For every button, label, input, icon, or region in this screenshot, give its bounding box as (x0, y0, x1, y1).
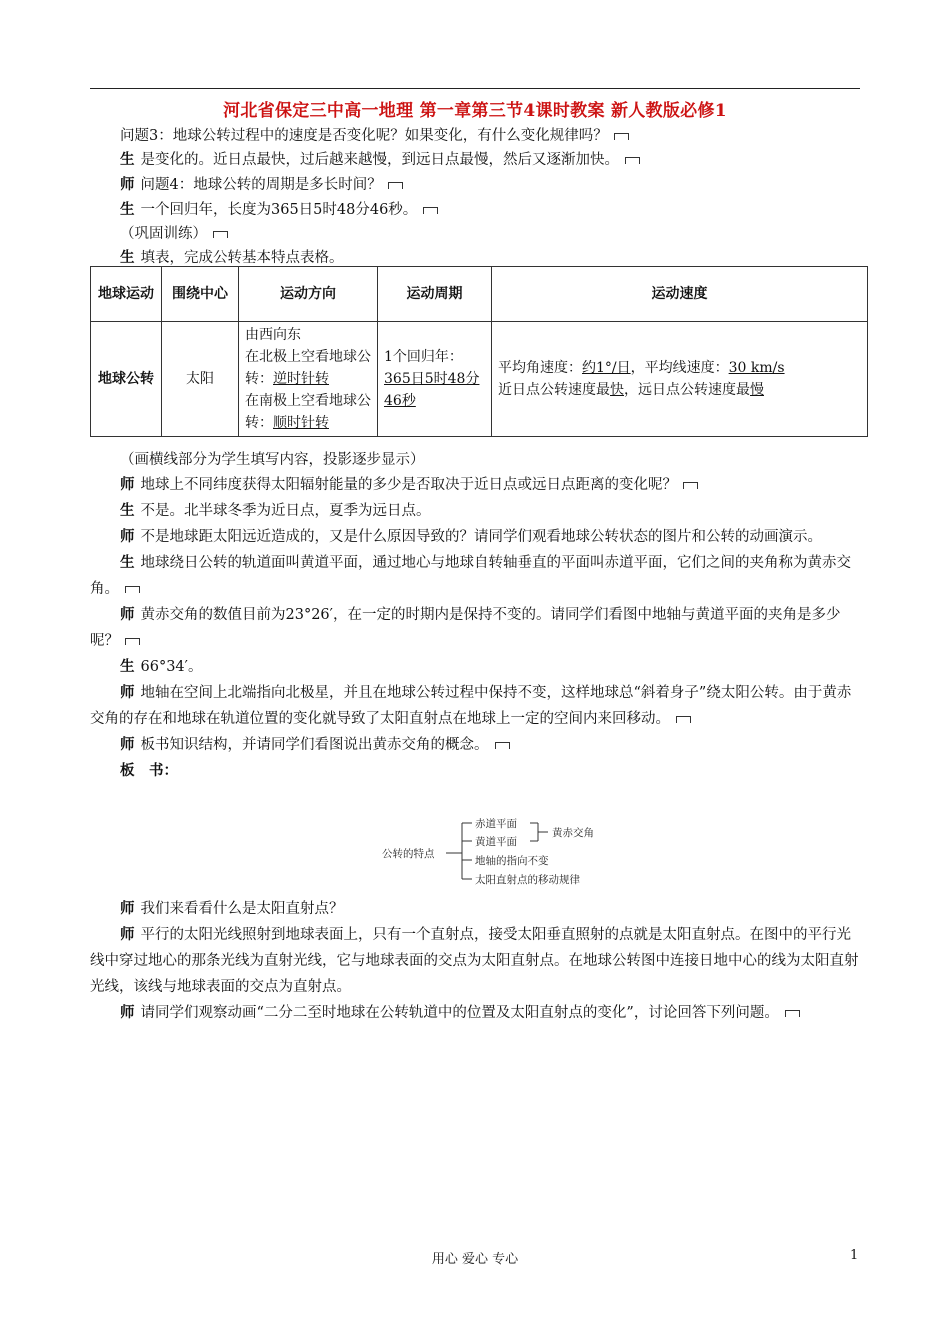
speed-answer: 慢 (750, 382, 764, 398)
speaker-label: 师 (120, 476, 135, 493)
table-note (90, 450, 860, 470)
direction-label: 在北极上空看地球公转： (245, 349, 371, 387)
dialogue-paragraph (90, 732, 860, 758)
diagram-branch-label: 太阳直射点的移动规律 (475, 874, 580, 886)
header-rule (90, 88, 860, 89)
diagram-branch-label: 黄赤交角 (552, 827, 594, 839)
student-answer-1 (90, 150, 860, 170)
paragraph-text: 黄赤交角的数值目前为23°26′，在一定的时期内是保持不变的。请同学们看图中地轴与黄道平面的夹角是多少呢？ (90, 607, 841, 649)
speed-line (498, 379, 861, 401)
return-mark-icon (785, 1010, 800, 1017)
paragraph-text: 请同学们观察动画“二分二至时地球在公转轨道中的位置及太阳直射点的变化”，讨论回答下列问题。 (140, 1005, 779, 1021)
practice-label: （巩固训练） (120, 226, 207, 242)
speaker-label: 师 (120, 736, 135, 753)
table-row (91, 322, 868, 437)
question-3-line (90, 126, 860, 146)
speaker-label: 师 (120, 176, 135, 193)
return-mark-icon (388, 182, 403, 189)
return-mark-icon (125, 586, 140, 593)
table-header-cell: 地球运动 (91, 267, 162, 322)
speaker-label: 生 (120, 201, 135, 218)
speed-label: ，平均线速度： (630, 360, 729, 376)
answer-text: 一个回归年，长度为365日5时48分46秒。 (140, 202, 418, 218)
speaker-label: 生 (120, 151, 135, 168)
structure-diagram-svg (380, 815, 620, 890)
return-mark-icon (625, 157, 640, 164)
direction-line (245, 346, 371, 390)
dialogue-paragraph (90, 896, 860, 922)
question-3-text: 问题3：地球公转过程中的速度是否变化呢？如果变化，有什么变化规律吗？ (120, 128, 608, 144)
student-answer-2 (90, 200, 860, 220)
paragraph-text: 板书知识结构，并请同学们看图说出黄赤交角的概念。 (140, 737, 489, 753)
speaker-label: 生 (120, 554, 135, 571)
dialogue-paragraph (90, 498, 860, 524)
footer-motto: 用心 爱心 专心 (431, 1252, 519, 1267)
dialogue-paragraph (90, 1000, 860, 1026)
diagram-root-label: 公转的特点 (382, 848, 435, 860)
dialogue-paragraph (90, 602, 860, 654)
return-mark-icon (213, 231, 228, 238)
dialogue-body (90, 472, 860, 784)
speed-answer: 快 (610, 382, 624, 398)
dialogue-paragraph (90, 758, 860, 784)
dialogue-paragraph (90, 654, 860, 680)
answer-text: 是变化的。近日点最快，过后越来越慢，到远日点最慢，然后又逐渐加快。 (140, 152, 619, 168)
direction-label: 在南极上空看地球公转： (245, 393, 371, 431)
page-number: 1 (850, 1248, 859, 1263)
dialogue-body-2 (90, 896, 860, 1026)
paragraph-text: 不是。北半球冬季为近日点，夏季为远日点。 (140, 503, 431, 519)
table-cell-motion: 地球公转 (91, 322, 162, 437)
paragraph-text: 66°34′。 (140, 659, 203, 675)
speaker-label: 生 (120, 249, 135, 266)
paragraph-text: 我们来看看什么是太阳直射点？ (140, 901, 344, 917)
speed-label: ，远日点公转速度最 (624, 382, 750, 398)
practice-line (90, 224, 860, 244)
speaker-label: 师 (120, 900, 135, 917)
table-cell-period (378, 322, 492, 437)
speed-label: 平均角速度： (498, 360, 582, 376)
table-cell-speed (492, 322, 868, 437)
period-answer: 365日5时48分46秒 (384, 371, 480, 409)
direction-line: 由西向东 (245, 327, 301, 343)
speaker-label: 师 (120, 1004, 135, 1021)
question-text: 问题4：地球公转的周期是多长时间？ (140, 177, 382, 193)
return-mark-icon (125, 638, 140, 645)
speaker-label: 生 (120, 658, 135, 675)
revolution-features-table (90, 266, 868, 437)
note-text: （画横线部分为学生填写内容，投影逐步显示） (120, 452, 425, 468)
diagram-branch-label: 地轴的指向不变 (475, 855, 549, 867)
speaker-label: 师 (120, 684, 135, 701)
return-mark-icon (495, 742, 510, 749)
direction-answer: 顺时针转 (273, 415, 329, 431)
diagram-branch-label: 赤道平面 (475, 818, 517, 830)
speed-answer: 约1°/日 (582, 360, 631, 376)
return-mark-icon (423, 207, 438, 214)
speaker-label: 师 (120, 528, 135, 545)
table-header-row (91, 267, 868, 322)
paragraph-text: 平行的太阳光线照射到地球表面上，只有一个直射点，接受太阳垂直照射的点就是太阳直射点。在图中的平行光线中穿过地心的那条光线为直射光线，它与地球表面的交点为太阳直射点。在地球公转图中连接日地中心的线为太阳直射光线，该线与地球表面的交点为直射点。 (90, 927, 859, 995)
paragraph-text: 地球绕日公转的轨道面叫黄道平面，通过地心与地球自转轴垂直的平面叫赤道平面，它们之间的夹角称为黄赤交角。 (90, 555, 851, 597)
student-answer-3 (90, 248, 860, 268)
paragraph-text: 地轴在空间上北端指向北极星，并且在地球公转过程中保持不变，这样地球总“斜着身子”绕太阳公转。由于黄赤交角的存在和地球在轨道位置的变化就导致了太阳直射点在地球上一定的空间内来回移动。 (90, 685, 852, 727)
direction-answer: 逆时针转 (273, 371, 329, 387)
board-label: 板 书： (120, 762, 178, 779)
dialogue-paragraph (90, 524, 860, 550)
diagram-branch-label: 黄道平面 (475, 836, 517, 848)
table-header-cell: 运动周期 (378, 267, 492, 322)
dialogue-paragraph (90, 922, 860, 1000)
speaker-label: 生 (120, 502, 135, 519)
return-mark-icon (683, 482, 698, 489)
dialogue-paragraph (90, 472, 860, 498)
return-mark-icon (614, 133, 629, 140)
paragraph-text: 地球上不同纬度获得太阳辐射能量的多少是否取决于近日点或远日点距离的变化呢？ (140, 477, 677, 493)
speed-label: 近日点公转速度最 (498, 382, 610, 398)
table-header-cell: 运动速度 (492, 267, 868, 322)
table-header-cell: 围绕中心 (162, 267, 239, 322)
page-title: 河北省保定三中高一地理 第一章第三节4课时教案 新人教版必修1 (223, 101, 727, 121)
period-label: 1个回归年： (384, 349, 463, 365)
dialogue-paragraph (90, 680, 860, 732)
speaker-label: 师 (120, 926, 135, 943)
answer-text: 填表，完成公转基本特点表格。 (140, 250, 344, 266)
table-cell-direction (239, 322, 378, 437)
direction-line (245, 390, 371, 434)
return-mark-icon (676, 716, 691, 723)
speed-line (498, 357, 861, 379)
table-header-cell: 运动方向 (239, 267, 378, 322)
teacher-question-4 (90, 175, 860, 195)
paragraph-text: 不是地球距太阳远近造成的，又是什么原因导致的？请同学们观看地球公转状态的图片和公转的动画演示。 (140, 529, 822, 545)
speed-answer: 30 km/s (728, 360, 785, 376)
board-structure-diagram (380, 815, 620, 890)
table-cell-center: 太阳 (162, 322, 239, 437)
dialogue-paragraph (90, 550, 860, 602)
speaker-label: 师 (120, 606, 135, 623)
